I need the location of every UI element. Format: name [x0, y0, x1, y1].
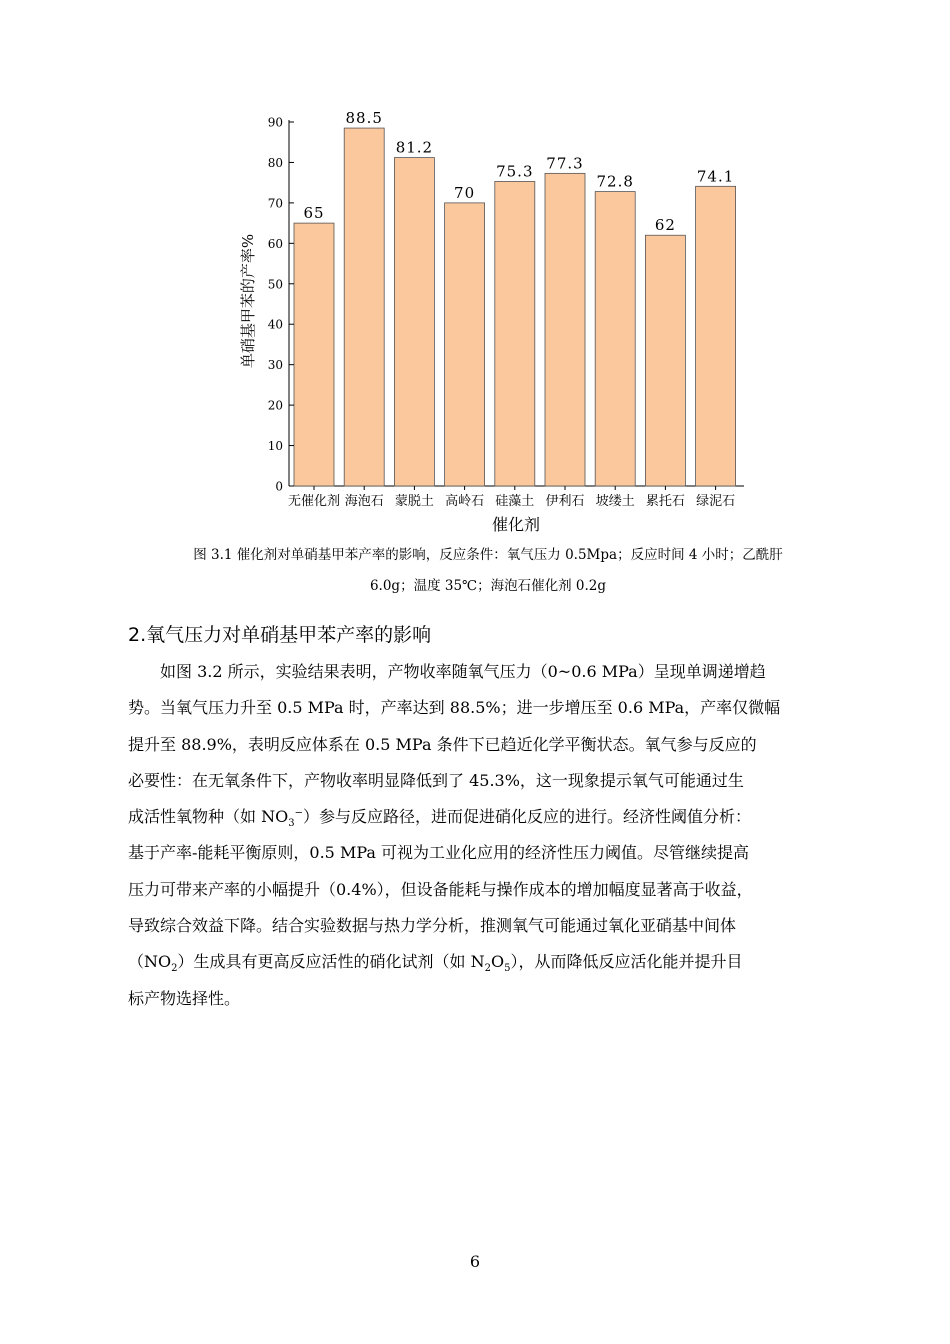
bar-value-label: 62	[654, 216, 676, 235]
text-segment: （NO	[128, 952, 172, 972]
text-segment: ）生成具有更高反应活性的硝化试剂（如 N	[177, 952, 485, 972]
y-tick-label: 90	[267, 115, 283, 130]
x-tick-label: 硅藻土	[495, 494, 535, 509]
bar	[645, 235, 685, 486]
paragraph-line: 如图 3.2 所示，实验结果表明，产物收率随氧气压力（0~0.6 MPa）呈现单调递增趋	[160, 662, 766, 681]
paragraph-line: 标产物选择性。	[128, 988, 241, 1008]
text-segment: ）参与反应路径，进而促进硝化反应的进行。经济性阈值分析：	[302, 807, 751, 827]
x-tick-label: 高岭石	[445, 494, 485, 509]
bar-value-label: 75.3	[496, 162, 534, 181]
bar	[344, 128, 384, 486]
x-tick-label: 累托石	[645, 494, 685, 509]
y-tick-label: 80	[267, 155, 283, 170]
y-tick-label: 50	[267, 277, 283, 292]
y-tick-label: 10	[267, 439, 283, 454]
bar-value-label: 74.1	[696, 167, 735, 186]
subscript: 2	[484, 963, 491, 975]
y-tick-label: 0	[275, 479, 283, 494]
paragraph-line: 压力可带来产率的小幅提升（0.4%），但设备能耗与操作成本的增加幅度显著高于收益，	[128, 879, 753, 899]
section-heading: 2.氧气压力对单硝基甲苯产率的影响	[128, 624, 432, 646]
bar	[595, 192, 635, 486]
text-segment: 成活性氧物种（如 NO	[128, 807, 289, 827]
bar-value-label: 81.2	[395, 138, 434, 157]
figure-caption-line-1: 图 3.1 催化剂对单硝基甲苯产率的影响，反应条件：氧气压力 0.5Mpa；反应时间 4 小时；乙酰肝	[193, 547, 783, 563]
bar-value-label: 65	[303, 204, 325, 223]
bar-value-label: 88.5	[345, 109, 383, 128]
page-number: 6	[469, 1252, 481, 1271]
body-paragraph	[128, 654, 866, 1017]
paragraph-line: 基于产率-能耗平衡原则，0.5 MPa 可视为工业化应用的经济性压力阈值。尽管继续提高	[128, 843, 749, 863]
x-tick-label: 绿泥石	[696, 494, 736, 509]
bar-value-label: 72.8	[596, 172, 634, 191]
bar	[294, 223, 334, 486]
bar	[696, 186, 736, 486]
paragraph-line: 导致综合效益下降。结合实验数据与热力学分析，推测氧气可能通过氧化亚硝基中间体	[128, 916, 737, 936]
subscript: 2	[171, 963, 178, 975]
figure-caption-line-2: 6.0g；温度 35℃；海泡石催化剂 0.2g	[369, 578, 607, 594]
chart-x-ticks	[288, 486, 735, 509]
bar	[545, 173, 585, 486]
bar	[394, 158, 434, 486]
y-tick-label: 20	[267, 398, 283, 413]
y-tick-label: 70	[267, 196, 283, 211]
bar	[495, 181, 535, 486]
paragraph-line: 势。当氧气压力升至 0.5 MPa 时，产率达到 88.5%；进一步增压至 0.6 MPa，产率仅微幅	[128, 698, 781, 718]
y-tick-label: 40	[267, 317, 283, 332]
text-segment: O	[490, 952, 505, 972]
x-tick-label: 伊利石	[545, 494, 585, 509]
x-tick-label: 海泡石	[344, 494, 384, 509]
x-tick-label: 无催化剂	[287, 494, 341, 509]
subscript: 3	[288, 818, 295, 830]
paragraph-line: 提升至 88.9%，表明反应体系在 0.5 MPa 条件下已趋近化学平衡状态。氧气参与反应的	[128, 734, 757, 754]
paragraph-line	[128, 944, 866, 980]
y-tick-label: 30	[267, 358, 283, 373]
chart-x-axis-label: 催化剂	[491, 515, 541, 534]
bar-chart	[230, 100, 750, 540]
x-tick-label: 蒙脱土	[394, 494, 434, 509]
chart-bars	[294, 128, 736, 486]
subscript: 5	[504, 963, 511, 975]
text-segment: ），从而降低反应活化能并提升目	[510, 952, 743, 972]
chart-y-ticks	[268, 116, 294, 494]
superscript: −	[294, 807, 303, 819]
paragraph-line: 必要性：在无氧条件下，产物收率明显降低到了 45.3%，这一现象提示氧气可能通过生	[128, 770, 744, 790]
bar-value-label: 77.3	[546, 154, 584, 173]
bar	[445, 203, 485, 486]
chart-y-axis-label: 单硝基甲苯的产率%	[239, 233, 257, 369]
x-tick-label: 坡缕土	[595, 494, 635, 509]
bar-value-label: 70	[454, 183, 476, 202]
y-tick-label: 60	[267, 236, 283, 251]
paragraph-line	[128, 799, 866, 835]
